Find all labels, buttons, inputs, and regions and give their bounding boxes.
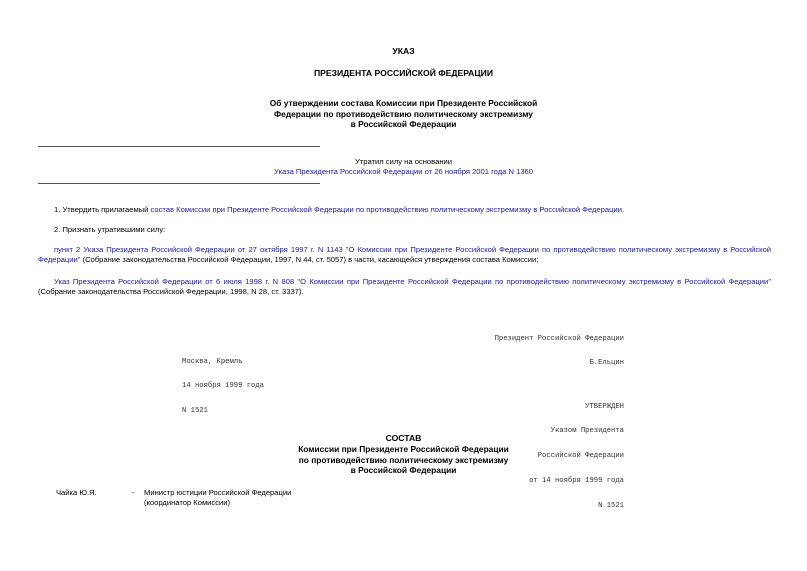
divider — [38, 146, 320, 147]
member-name: Чайка Ю.Я. — [56, 488, 97, 497]
repealed-item-1 — [38, 245, 771, 265]
composition-title-line: по противодействию политическому экстремизму — [298, 454, 509, 465]
composition-heading: СОСТАВ — [385, 433, 422, 443]
doc-title-line: Об утверждении состава Комиссии при Президенте Российской — [269, 98, 538, 108]
approved-line: Указом Президента — [550, 427, 624, 436]
paragraph-1-end: . — [621, 205, 625, 214]
place-date-block — [182, 341, 264, 424]
date: 14 ноября 1999 года — [182, 382, 264, 391]
approved-line: N 1521 — [598, 501, 624, 510]
signature-name: Б.Ельцин — [589, 359, 624, 368]
composition-title — [0, 444, 807, 476]
member-role — [144, 488, 291, 508]
doc-title — [0, 98, 807, 130]
repealed-item-1-text: (Собрание законодательства Российской Федерации, 1997, N 44, ст. 5057) в части, касающейся утверждения состава Комиссии; — [80, 255, 539, 265]
doc-kind: УКАЗ — [392, 46, 415, 56]
doc-issuer: ПРЕЗИДЕНТА РОССИЙСКОЙ ФЕДЕРАЦИИ — [313, 68, 494, 78]
member-role-text: Министр юстиции Российской Федерации — [144, 488, 292, 497]
member-role-note: (координатор Комиссии) — [144, 498, 231, 508]
signature-position: Президент Российской Федерации — [494, 334, 624, 343]
status-link[interactable]: Указа Президента Российской Федерации от 26 ноября 2001 года N 1360 — [274, 167, 533, 176]
repealed-item-2 — [38, 277, 771, 297]
repealed-item-2-link[interactable]: Указ Президента Российской Федерации от 6 июля 1998 г. N 808 "О Комиссии при Президенте Российской Федерации по противодействию политическому экстремизму в Российской Федерации" — [54, 277, 771, 286]
composition-title-line: в Российской Федерации — [350, 465, 457, 476]
repealed-item-1-link[interactable]: пункт 2 Указа Президента Российской Федерации от 27 октября 1997 г. N 1143 "О Комиссии при Президенте Российской Федерации по противодействию политическому экстремизму в Российской Федерации" — [38, 245, 771, 265]
composition-title-line: Комиссии при Президенте Российской Федерации — [298, 444, 509, 454]
doc-title-line: Федерации по противодействию политическому экстремизму — [274, 108, 533, 119]
member-dash: - — [132, 488, 135, 497]
paragraph-1 — [54, 205, 774, 215]
status-label: Утратил силу на основании — [354, 157, 453, 166]
paragraph-2: 2. Признать утратившими силу: — [54, 225, 166, 234]
paragraph-1-text: 1. Утвердить прилагаемый — [54, 205, 151, 214]
divider — [38, 183, 320, 184]
place: Москва, Кремль — [182, 357, 243, 366]
doc-number: N 1521 — [182, 407, 208, 416]
approved-line: УТВЕРЖДЕН — [585, 402, 624, 411]
signature-block — [495, 318, 624, 376]
approved-line: от 14 ноября 1999 года — [529, 477, 624, 486]
doc-title-line: в Российской Федерации — [350, 119, 457, 130]
repealed-item-2-text: (Собрание законодательства Российской Федерации, 1998, N 28, ст. 3337). — [38, 287, 304, 297]
composition-link[interactable]: состав Комиссии при Президенте Российской Федерации по противодействию политическому экстремизму в Российской Федерации — [150, 205, 622, 214]
approved-line: Российской Федерации — [537, 452, 624, 461]
